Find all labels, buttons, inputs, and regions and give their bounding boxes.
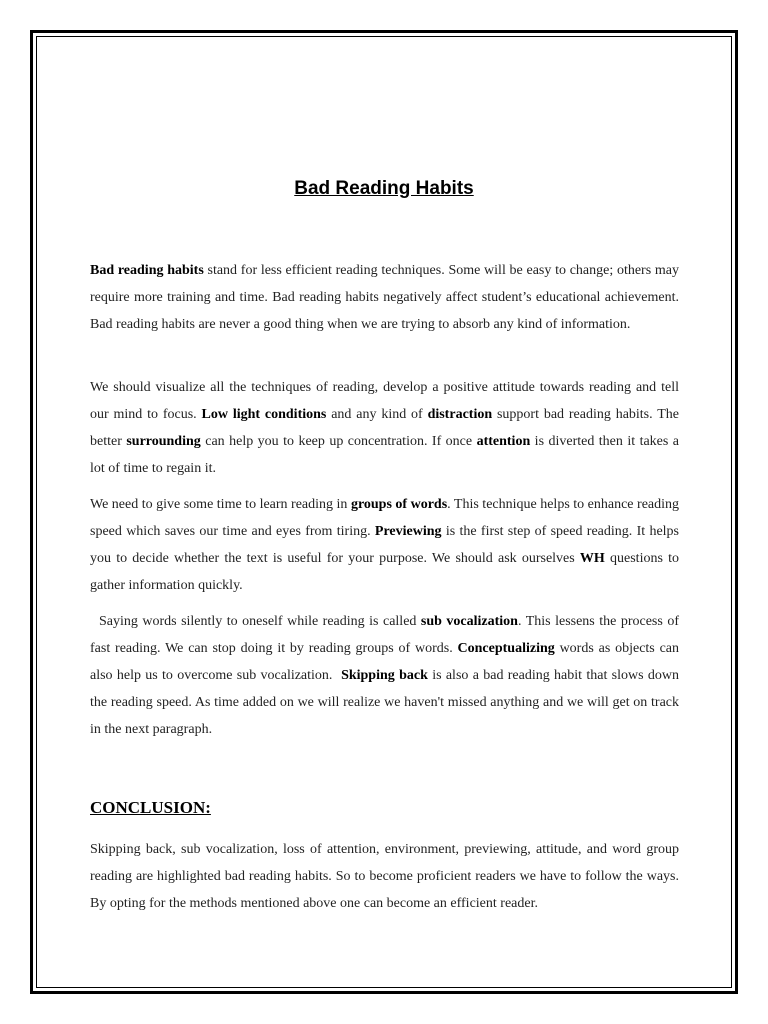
paragraph-text (90, 491, 679, 599)
text-run: We need to give some time to learn reading in (90, 497, 351, 512)
bold-term: Previewing (374, 524, 442, 539)
text-run: can help you to keep up concentration. If once (200, 434, 477, 449)
bold-term: surrounding (126, 434, 201, 449)
bold-term: Bad reading habits (90, 263, 204, 278)
bold-term: groups of words (350, 497, 448, 512)
paragraph-text (90, 836, 679, 917)
paragraph-conclusion (90, 836, 679, 917)
conclusion-heading: CONCLUSION: (90, 798, 211, 817)
bold-term: WH (579, 551, 605, 566)
text-run: questions to gather information quickly. (90, 551, 679, 593)
text-run: . This technique helps to enhance reading speed which saves our time and eyes from tiring. (90, 497, 680, 539)
text-run: We should visualize all the techniques of reading, develop a positive attitude towards reading and tell our mind to focus. (90, 380, 679, 422)
paragraph-sub-vocalization (90, 608, 679, 743)
paragraph-intro (90, 257, 679, 338)
text-run: words as objects can also help us to overcome sub vocalization. (90, 641, 680, 683)
paragraph-text (90, 608, 679, 743)
text-run: stand for less efficient reading techniques. Some will be easy to change; others may require more training and time. Bad reading habits negatively affect student’s educational achievement. Bad reading habits are never a good thing when we are trying to absorb any kind of information. (90, 263, 679, 332)
text-run: and any kind of (326, 407, 428, 422)
text-run: support bad reading habits. The better (90, 407, 679, 449)
bold-term: attention (476, 434, 531, 449)
paragraph-groups-of-words (90, 491, 679, 599)
text-run: is the first step of speed reading. It helps you to decide whether the text is useful for your purpose. We should ask ourselves (90, 524, 680, 566)
bold-term: Skipping back (341, 668, 428, 683)
paragraph-text (90, 374, 679, 482)
paragraph-visualize (90, 374, 679, 482)
document-title: Bad Reading Habits (294, 178, 474, 199)
paragraph-text (90, 257, 679, 338)
text-run: is diverted then it takes a lot of time to regain it. (90, 434, 679, 476)
bold-term: sub vocalization (420, 614, 518, 629)
bold-term: Low light conditions (201, 407, 327, 422)
text-run: is also a bad reading habit that slows down the reading speed. As time added on we will realize we haven't missed anything and we will get on track in the next paragraph. (90, 668, 679, 737)
text-run: Saying words silently to oneself while reading is called (90, 614, 421, 629)
bold-term: distraction (427, 407, 493, 422)
text-run: . This lessens the process of fast reading. We can stop doing it by reading groups of words. (90, 614, 679, 656)
text-run: Skipping back, sub vocalization, loss of attention, environment, previewing, attitude, and word group reading are highlighted bad reading habits. So to become proficient readers we have to follow the ways. By opting for the methods mentioned above one can become an efficient reader. (90, 842, 679, 911)
bold-term: Conceptualizing (457, 641, 555, 656)
